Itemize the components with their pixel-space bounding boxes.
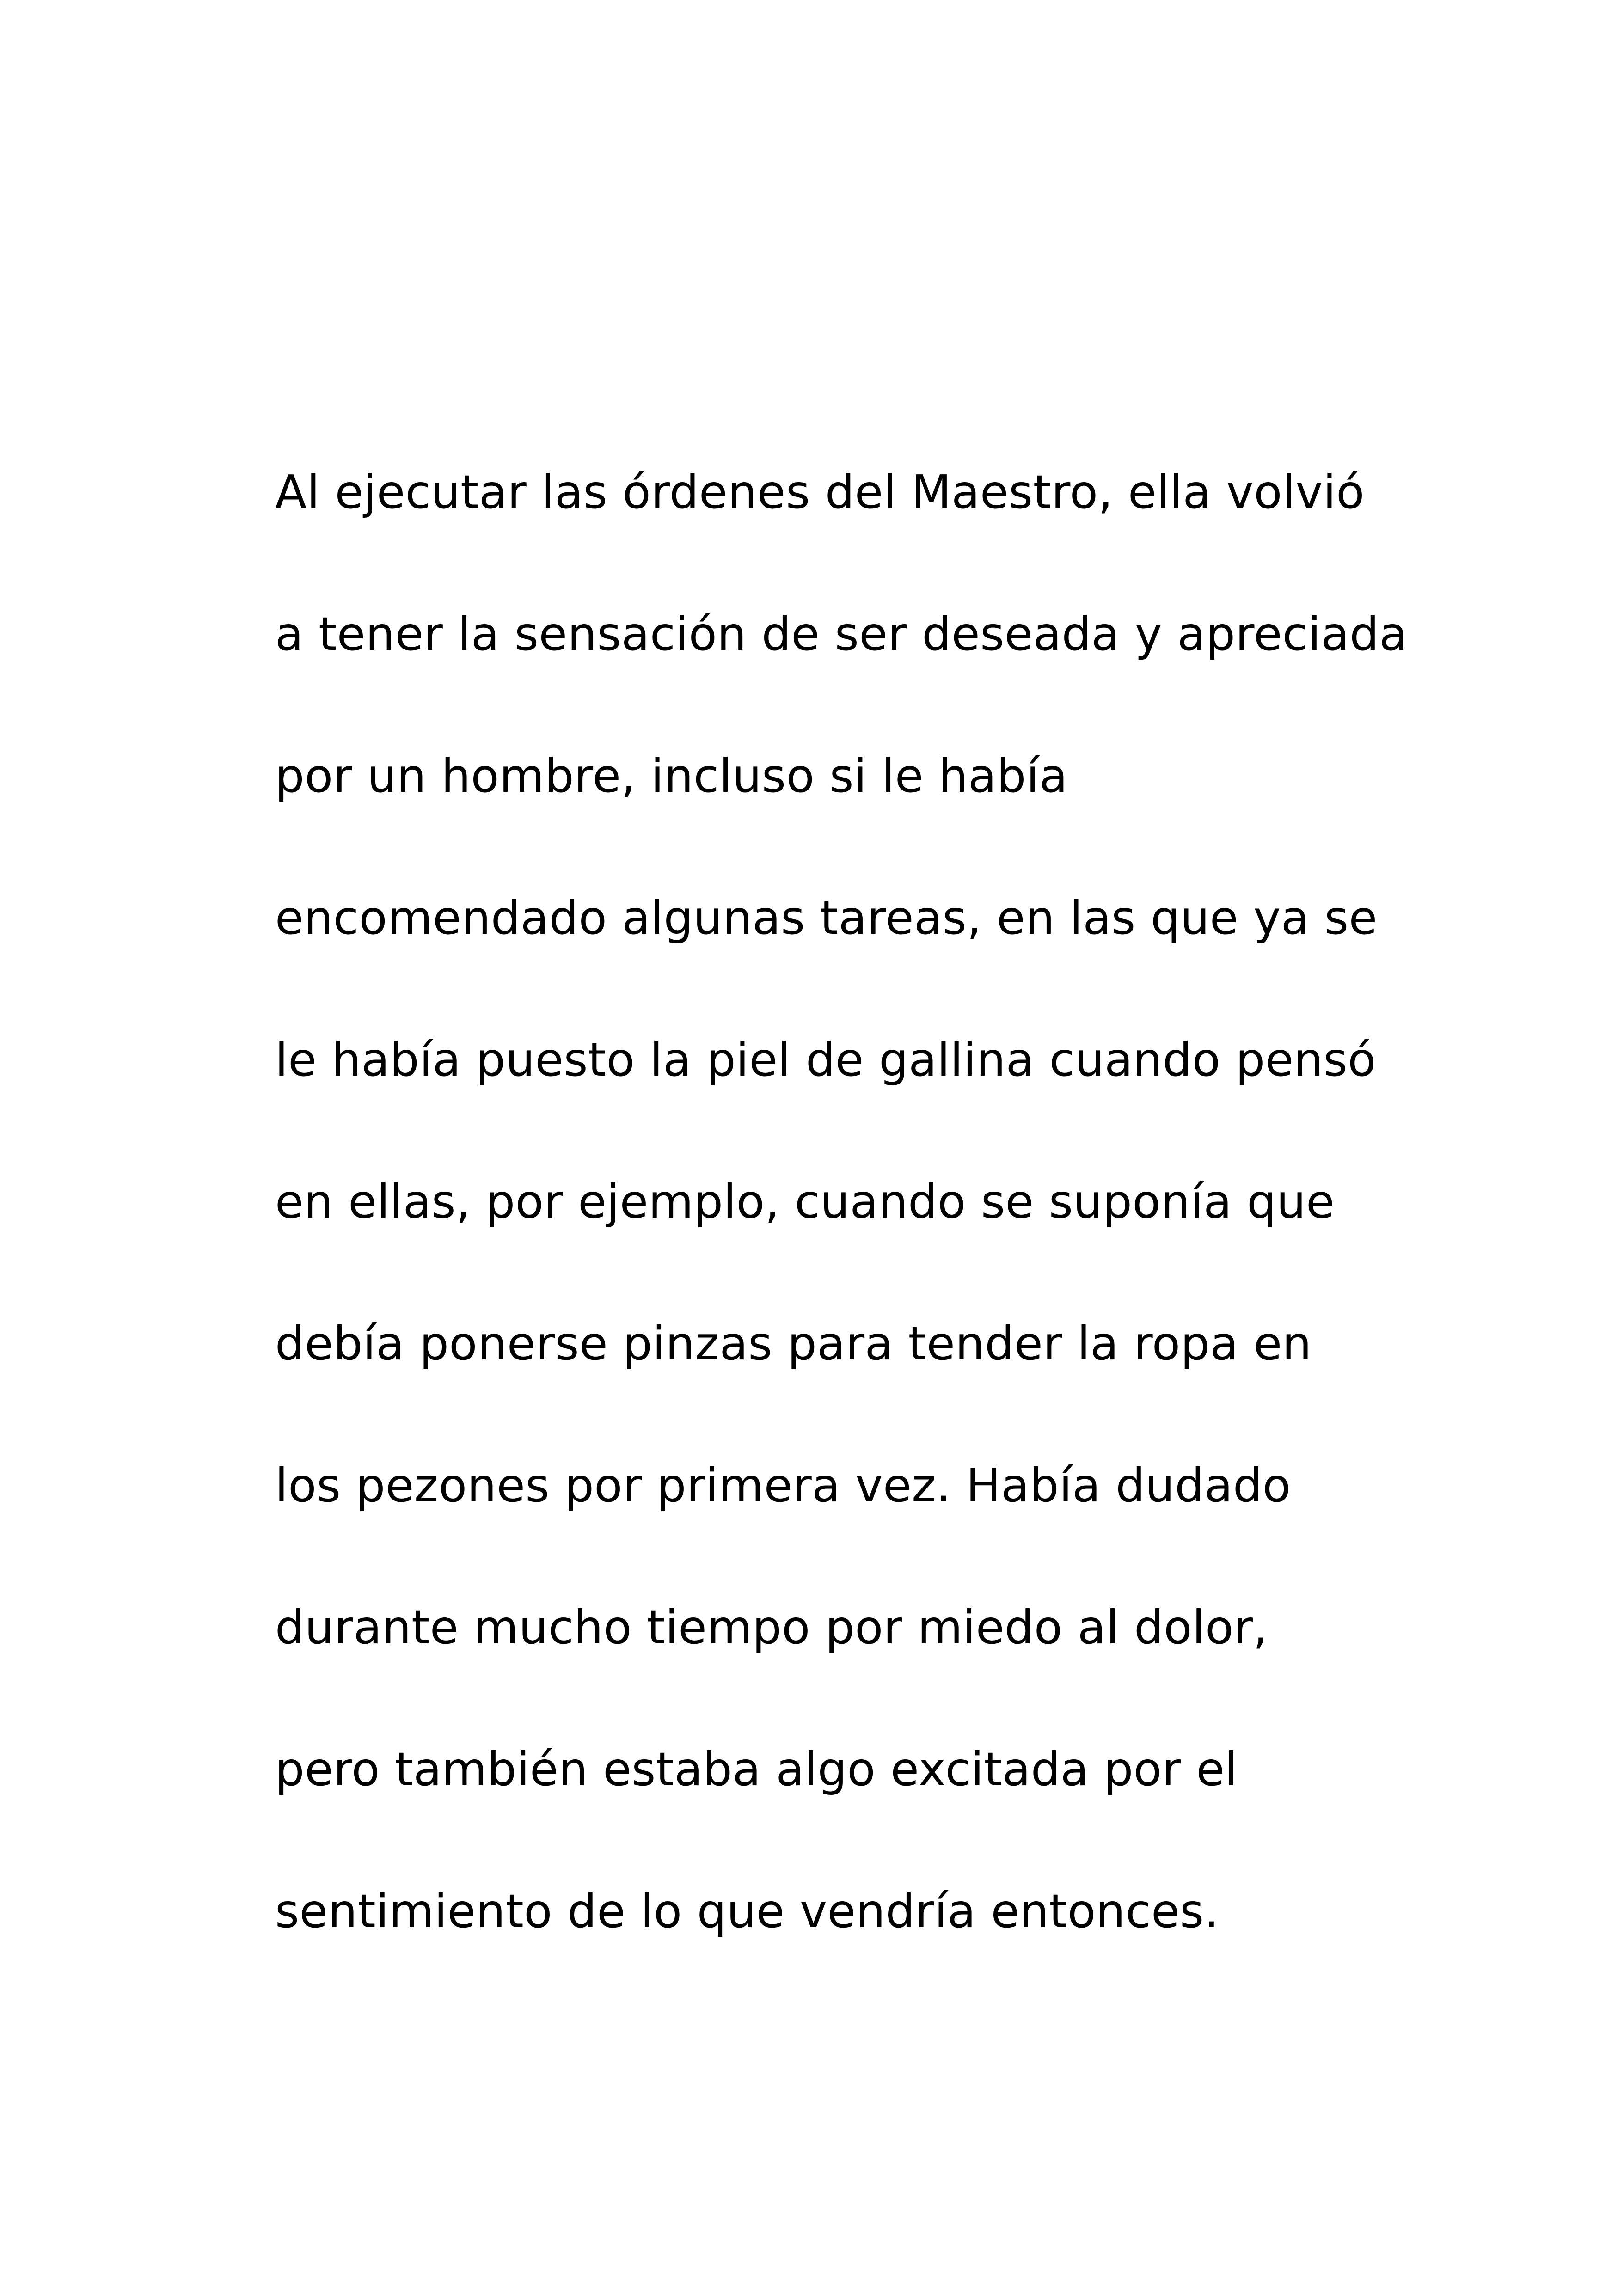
text-line: durante mucho tiempo por miedo al dolor, bbox=[275, 1600, 1268, 1654]
text-line: debía ponerse pinzas para tender la ropa en bbox=[275, 1316, 1312, 1371]
body-paragraph bbox=[275, 455, 1500, 2016]
text-line: sentimiento de lo que vendría entonces. bbox=[275, 1884, 1220, 1938]
text-line: Al ejecutar las órdenes del Maestro, ella volvió bbox=[275, 465, 1365, 519]
text-line: pero también estaba algo excitada por el bbox=[275, 1742, 1238, 1796]
text-line: por un hombre, incluso si le había bbox=[275, 749, 1068, 803]
text-line: a tener la sensación de ser deseada y apreciada bbox=[275, 607, 1408, 661]
text-line: encomendado algunas tareas, en las que ya se bbox=[275, 891, 1378, 945]
text-line: le había puesto la piel de gallina cuando pensó bbox=[275, 1033, 1376, 1087]
text-line: los pezones por primera vez. Había dudado bbox=[275, 1458, 1291, 1512]
text-line: en ellas, por ejemplo, cuando se suponía que bbox=[275, 1175, 1335, 1229]
